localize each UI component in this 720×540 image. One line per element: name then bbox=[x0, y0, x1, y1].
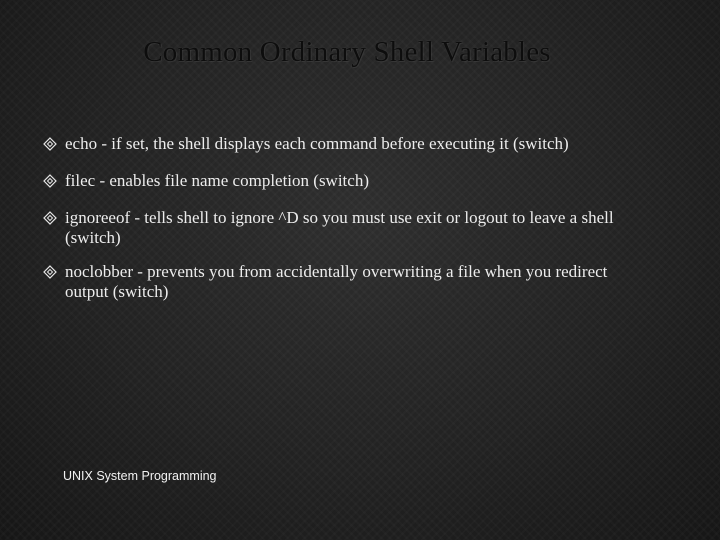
list-item bbox=[43, 134, 643, 157]
diamond-bullet-icon bbox=[43, 174, 65, 194]
list-item bbox=[43, 262, 643, 302]
bullet-list bbox=[43, 134, 643, 316]
list-item bbox=[43, 208, 643, 248]
diamond-bullet-icon bbox=[43, 137, 65, 157]
bullet-text: noclobber - prevents you from accidentally overwriting a file when you redirect output (switch) bbox=[65, 262, 608, 301]
bullet-text: echo - if set, the shell displays each command before executing it (switch) bbox=[65, 134, 569, 153]
diamond-bullet-icon bbox=[43, 211, 65, 231]
diamond-bullet-icon bbox=[43, 265, 65, 285]
bullet-text: filec - enables file name completion (switch) bbox=[65, 171, 369, 190]
bullet-text: ignoreeof - tells shell to ignore ^D so you must use exit or logout to leave a shell (switch) bbox=[65, 208, 614, 247]
footer-text: UNIX System Programming bbox=[63, 469, 217, 483]
list-item bbox=[43, 171, 643, 194]
slide-title: Common Ordinary Shell Variables bbox=[143, 36, 551, 68]
